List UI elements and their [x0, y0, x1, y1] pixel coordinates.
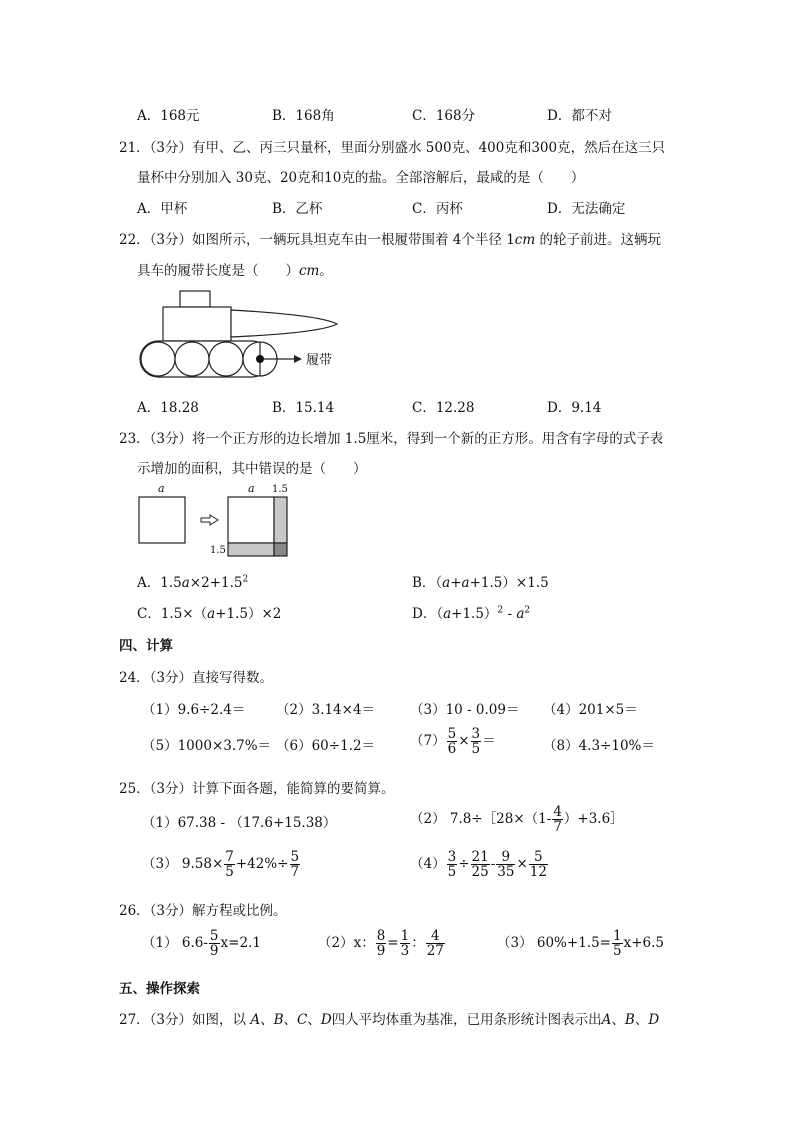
- numerator: 3: [471, 726, 481, 742]
- q23-stem-line1: 23．（3分）将一个正方形的边长增加 1.5厘米，得到一个新的正方形。用含有字母的式子表: [119, 431, 664, 447]
- q23-d-var: a: [443, 606, 452, 622]
- tank-barrel: [231, 310, 337, 337]
- q25-item3-prefix: （3） 9.58×: [142, 856, 224, 873]
- q22-text-d: 。: [319, 263, 333, 279]
- section-4-heading: 四、计算: [119, 638, 173, 654]
- denominator: 6: [447, 741, 457, 758]
- q25-item2-prefix: （2） 7.8÷［28×（1-: [410, 811, 552, 828]
- denominator: 9: [209, 943, 219, 960]
- track-pointer-arrowhead: [294, 355, 302, 363]
- numerator: 5: [209, 928, 219, 944]
- denominator: 7: [290, 864, 300, 881]
- q23-b-part1: B．（: [412, 575, 443, 591]
- denominator: 5: [471, 741, 481, 758]
- q25-item-4: [410, 850, 549, 879]
- fraction-9-35: [496, 850, 515, 879]
- track-label: 履带: [306, 353, 333, 368]
- right-strip: [274, 497, 287, 543]
- var-B-2: B: [624, 1012, 635, 1028]
- side-label-left-15: 1.5: [210, 545, 226, 556]
- denominator: 7: [553, 819, 562, 836]
- numerator: 21: [471, 849, 489, 865]
- original-square: [139, 497, 185, 543]
- fraction-4-7: [552, 805, 563, 834]
- q23-c-part2: +1.5）×2: [215, 606, 282, 622]
- q25-item-2: [410, 805, 624, 834]
- inner-square: [228, 497, 274, 543]
- q25-stem: 25．（3分）计算下面各题，能简算的要简算。: [119, 781, 395, 797]
- wheel-1: [141, 342, 175, 376]
- numerator: 4: [553, 804, 562, 820]
- ratio-colon: ：: [411, 935, 425, 952]
- minus-op: -: [490, 856, 496, 873]
- q20-option-a: A．168元: [137, 108, 200, 124]
- q22-text-a: 22．（3分）如图所示，一辆玩具坦克车由一根履带围着 4个半径 1: [119, 232, 515, 248]
- q23-a-part1: A．1.5: [137, 575, 182, 591]
- q27-text-a: 27．（3分）如图，以: [119, 1012, 251, 1028]
- q23-d-sup: 2: [497, 605, 504, 616]
- denominator: 12: [529, 864, 547, 881]
- fraction-5-12: [529, 850, 548, 879]
- q22-option-b: B．15.14: [272, 400, 335, 416]
- q22-option-d: D．9.14: [547, 400, 602, 416]
- q24-item-1: （1）9.6÷2.4＝: [142, 702, 246, 718]
- q21-stem-line2: 量杯中分别加入 30克、20克和10克的盐。全部溶解后，最咸的是（ ）: [137, 170, 585, 186]
- q25-item3-mid: +42%÷: [235, 856, 289, 873]
- q24-item-7: [410, 727, 496, 756]
- q23-option-d: [412, 602, 530, 622]
- q26-item-3: [497, 929, 664, 958]
- side-label-top-15: 1.5: [272, 484, 288, 495]
- var-B: B: [273, 1012, 284, 1028]
- numerator: 8: [376, 928, 386, 944]
- denominator: 27: [426, 943, 444, 960]
- fraction-21-25: [471, 850, 490, 879]
- q23-b-part3: +1.5）×1.5: [469, 575, 549, 591]
- q23-option-c: [137, 602, 281, 622]
- q23-d-var2: a: [516, 606, 525, 622]
- q23-option-a: [137, 571, 248, 591]
- q26-item1-suffix: x=2.1: [220, 935, 261, 952]
- denominator: 9: [376, 943, 386, 960]
- tank-turret: [180, 291, 210, 307]
- square-figure: [130, 480, 300, 560]
- q21-option-b: B．乙杯: [272, 201, 323, 217]
- numerator: 1: [400, 928, 410, 944]
- wheel-2: [175, 342, 209, 376]
- var-D-2: D: [648, 1012, 660, 1028]
- divide-op: ÷: [458, 856, 470, 873]
- q26-item-2: [318, 929, 446, 958]
- q24-item-2: （2）3.14×4＝: [276, 702, 376, 718]
- q25-item-1: （1）67.38 - （17.6+15.38）: [142, 815, 337, 831]
- numerator: 4: [426, 929, 445, 944]
- denominator: 35: [497, 864, 515, 881]
- q23-b-var2: a: [461, 575, 470, 591]
- q26-item1-prefix: （1） 6.6-: [142, 935, 208, 952]
- denominator: 25: [471, 864, 489, 881]
- q26-stem: 26．（3分）解方程或比例。: [119, 903, 287, 919]
- q21-stem-line1: 21．（3分）有甲、乙、丙三只量杯，里面分别盛水 500克、400克和300克，然后在这三只: [119, 140, 666, 156]
- var-A-2: A: [601, 1012, 612, 1028]
- numerator: 5: [447, 726, 457, 742]
- q23-a-sup: 2: [242, 574, 249, 585]
- q22-option-a: A．18.28: [137, 400, 199, 416]
- var-A: A: [250, 1012, 261, 1028]
- q26-item3-suffix: x+6.5: [623, 935, 664, 952]
- fraction-1-3: [400, 929, 411, 958]
- numerator: 5: [290, 849, 300, 865]
- q22-stem-line2: [137, 259, 333, 279]
- q23-b-part2: +: [450, 575, 462, 591]
- tank-body: [163, 307, 231, 341]
- times-op: ×: [458, 733, 470, 750]
- q22-unit-cm: cm: [514, 232, 536, 248]
- numerator: 5: [529, 850, 548, 865]
- q26-item2-prefix: （2）x：: [318, 935, 375, 952]
- numerator: 3: [447, 849, 457, 865]
- q22-text-c: 具车的履带长度是（ ）: [137, 263, 299, 279]
- fraction-8-9: [376, 929, 387, 958]
- times-op: ×: [516, 856, 528, 873]
- fraction-3-5: [471, 727, 482, 756]
- wheel-center-dot: [256, 355, 264, 363]
- var-D: D: [320, 1012, 332, 1028]
- denominator: 5: [225, 864, 234, 881]
- q21-option-c: C．丙杯: [412, 201, 463, 217]
- q24-item-8: （8）4.3÷10%＝: [543, 738, 655, 754]
- wheel-3: [209, 342, 243, 376]
- q27-text-b: 四人平均体重为基准，已用条形统计图表示出: [331, 1012, 602, 1028]
- q24-item7-prefix: （7）: [410, 733, 446, 750]
- q20-option-b: B．168角: [272, 108, 335, 124]
- q23-c-part1: C．1.5×（: [137, 606, 208, 622]
- section-5-heading: 五、操作探索: [119, 981, 200, 997]
- q25-item-3: [142, 850, 301, 879]
- q23-d-part2: +1.5）: [451, 606, 498, 622]
- q23-d-sup2: 2: [524, 605, 531, 616]
- side-label-a-2: a: [248, 482, 255, 495]
- equals: =: [387, 935, 399, 952]
- tank-figure: [130, 285, 370, 385]
- numerator: 1: [612, 928, 622, 944]
- q22-unit-cm-2: cm: [299, 263, 320, 279]
- q20-option-c: C．168分: [412, 108, 476, 124]
- q23-stem-line2: 示增加的面积，其中错误的是（ ）: [137, 461, 367, 477]
- q26-item-1: [142, 929, 261, 958]
- q22-text-b: 的轮子前进。这辆玩: [535, 232, 661, 248]
- q27-stem-line1: 27．（3分）如图，以 A、B、C、D四人平均体重为基准，已用条形统计图表示出A、B、D: [119, 1012, 660, 1028]
- q22-stem-line1: [119, 228, 661, 248]
- numerator: 7: [225, 849, 234, 865]
- fraction-5-7: [290, 850, 301, 879]
- q23-d-part3: -: [503, 606, 517, 622]
- q23-b-var: a: [442, 575, 451, 591]
- q23-option-b: [412, 571, 549, 591]
- fraction-1-5: [612, 929, 623, 958]
- fraction-5-6: [447, 727, 458, 756]
- denominator: 5: [612, 943, 622, 960]
- q23-c-var: a: [207, 606, 216, 622]
- fraction-7-5: [224, 850, 235, 879]
- fraction-3-5: [447, 850, 458, 879]
- q23-d-part1: D．（: [412, 606, 444, 622]
- corner-square: [274, 543, 287, 556]
- denominator: 5: [447, 864, 457, 881]
- q21-option-d: D．无法确定: [547, 201, 626, 217]
- equals: ＝: [482, 733, 496, 750]
- q24-stem: 24．（3分）直接写得数。: [119, 670, 274, 686]
- fraction-5-9: [209, 929, 220, 958]
- q21-option-a: A．甲杯: [137, 201, 188, 217]
- q24-item-5: （5）1000×3.7%＝: [142, 738, 272, 754]
- q22-option-c: C．12.28: [412, 400, 475, 416]
- numerator: 9: [496, 850, 515, 865]
- q24-item-3: （3）10 - 0.09＝: [410, 702, 520, 718]
- q20-option-d: D．都不对: [547, 108, 612, 124]
- q23-a-var: a: [181, 575, 190, 591]
- q24-item-4: （4）201×5＝: [543, 702, 638, 718]
- var-C: C: [296, 1012, 308, 1028]
- q25-item2-suffix: ）+3.6］: [563, 811, 624, 828]
- fraction-4-27: [426, 929, 445, 958]
- q26-item3-prefix: （3） 60%+1.5=: [497, 935, 611, 952]
- q25-item4-prefix: （4）: [410, 856, 446, 873]
- bottom-strip: [228, 543, 274, 556]
- denominator: 3: [400, 943, 410, 960]
- q24-item-6: （6）60÷1.2＝: [276, 738, 376, 754]
- side-label-a: a: [158, 482, 165, 495]
- q23-a-part2: ×2+1.5: [189, 575, 243, 591]
- transform-arrow: [201, 515, 218, 525]
